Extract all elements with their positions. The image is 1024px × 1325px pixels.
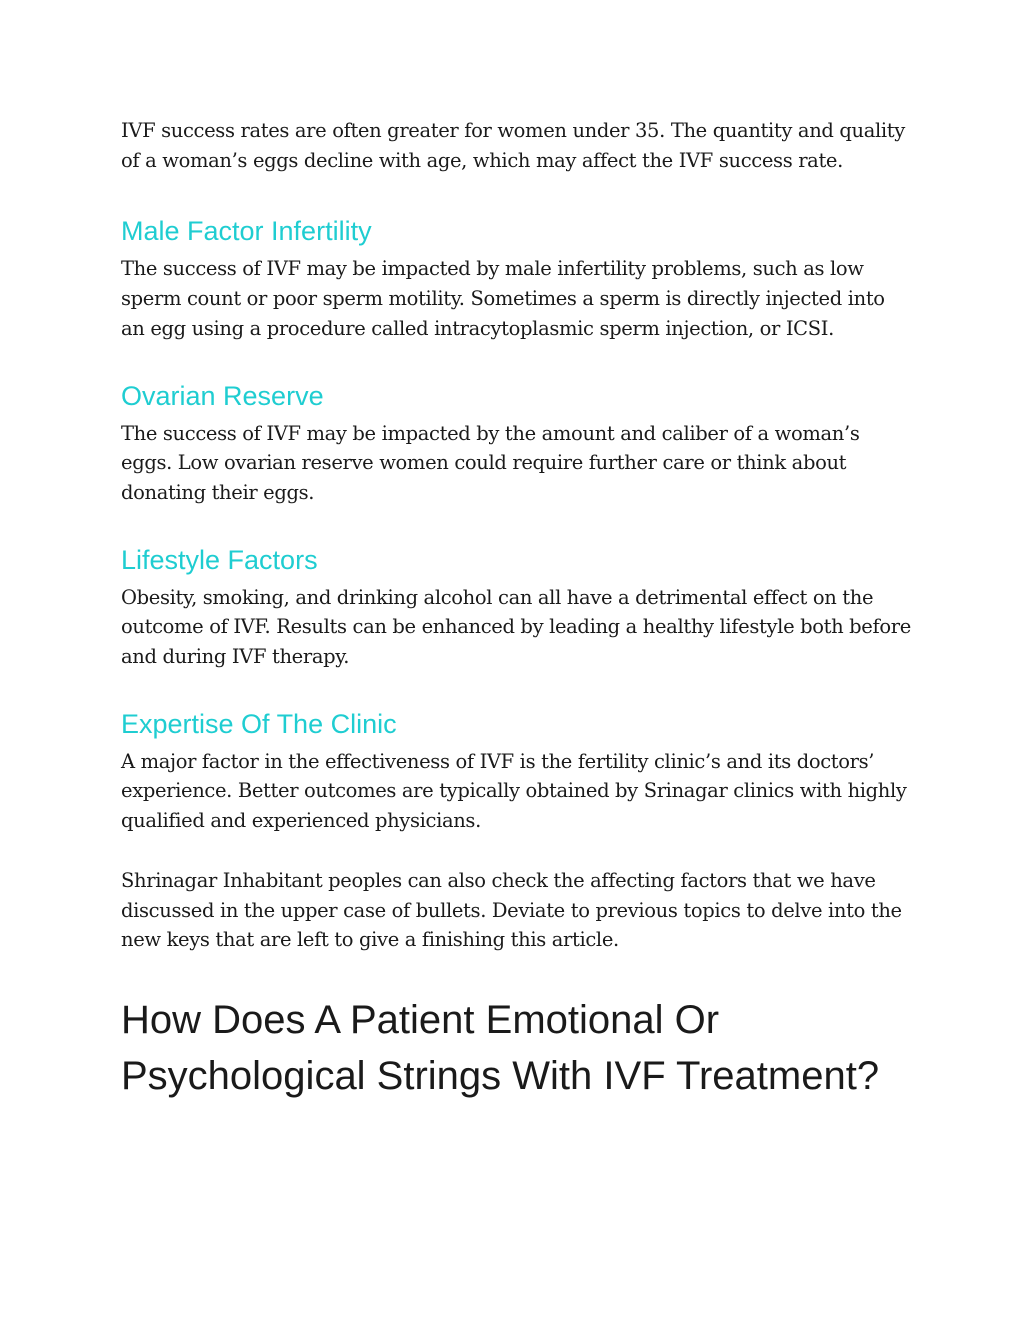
document-content <box>121 116 911 1104</box>
heading-lifestyle-factors: Lifestyle Factors <box>121 544 318 575</box>
heading-emotional-psychological: How Does A Patient Emotional Or Psychological Strings With IVF Treatment? <box>121 997 880 1098</box>
paragraph-male-factor-infertility: The success of IVF may be impacted by male infertility problems, such as low sperm count or poor sperm motility. Sometimes a sperm is directly injected into an egg using a procedure called intracytoplasmic sperm injection, or ICSI. <box>121 257 885 340</box>
closing-paragraph: Shrinagar Inhabitant peoples can also check the affecting factors that we have discussed in the upper case of bullets. Deviate to previous topics to delve into the new keys that are left to give a finishing this article. <box>121 868 902 952</box>
intro-paragraph: IVF success rates are often greater for women under 35. The quantity and quality of a woman’s eggs decline with age, which may affect the IVF success rate. <box>121 119 905 172</box>
heading-ovarian-reserve: Ovarian Reserve <box>121 380 324 411</box>
paragraph-lifestyle-factors: Obesity, smoking, and drinking alcohol can all have a detrimental effect on the outcome of IVF. Results can be enhanced by leading a healthy lifestyle both before and during IVF therapy. <box>121 585 911 669</box>
heading-male-factor-infertility: Male Factor Infertility <box>121 216 372 247</box>
heading-expertise-of-the-clinic: Expertise Of The Clinic <box>121 708 397 739</box>
paragraph-expertise-of-the-clinic: A major factor in the effectiveness of IVF is the fertility clinic’s and its doctors’ experience. Better outcomes are typically obtained by Srinagar clinics with highly qualified and experienced physicians. <box>121 749 907 833</box>
paragraph-ovarian-reserve: The success of IVF may be impacted by the amount and caliber of a woman’s eggs. Low ovarian reserve women could require further care or think about donating their eggs. <box>121 421 860 504</box>
